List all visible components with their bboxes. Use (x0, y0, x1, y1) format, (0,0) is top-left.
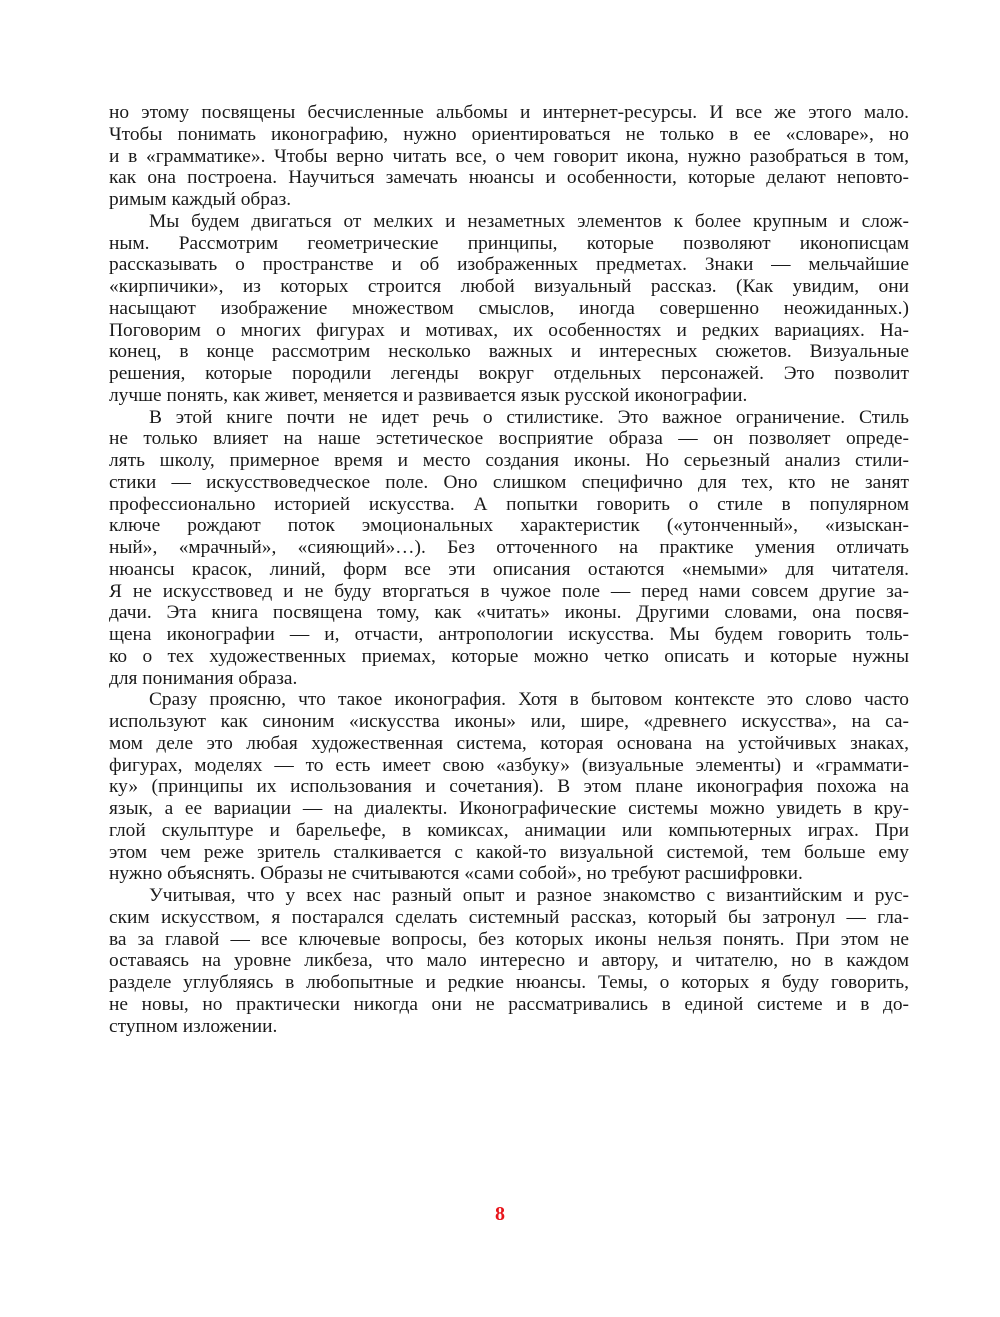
text-line: конец, в конце рассмотрим несколько важных и интересных сюжетов. Визуальные (109, 341, 909, 363)
text-line: Чтобы понимать иконографию, нужно ориентироваться не только в ее «словаре», но (109, 123, 909, 145)
text-line: ку» (принципы их использования и сочетания). В этом плане иконография похожа на (109, 776, 909, 798)
text-line: не только влияет на наше эстетическое восприятие образа — он позволяет опреде- (109, 428, 909, 450)
text-line: но этому посвящены бесчисленные альбомы и интернет-ресурсы. И все же этого мало. (109, 102, 909, 123)
text-line: ный», «мрачный», «сияющий»…). Без отточенного на практике умения отличать (109, 537, 909, 558)
text-line: для понимания образа. (109, 667, 298, 689)
text-line: насыщают изображение множеством смыслов, иногда совершенно неожиданных.) (109, 297, 909, 319)
text-line: Сразу проясню, что такое иконография. Хотя в бытовом контексте это слово часто (149, 689, 909, 711)
text-line: «кирпичики», из которых строится любой визуальный рассказ. (Как увидим, они (109, 276, 909, 297)
text-line: и в «грамматике». Чтобы верно читать все, о чем говорит икона, нужно разобраться в том, (109, 145, 909, 167)
paragraph-3 (109, 407, 909, 690)
text-line: лучше понять, как живет, меняется и развивается язык русской иконографии. (109, 384, 748, 406)
page-number: 8 (495, 1203, 505, 1225)
text-line: ва за главой — все ключевые вопросы, без которых иконы нельзя понять. При этом не (109, 928, 909, 950)
paragraph-5 (109, 885, 909, 1037)
paragraph-2 (109, 211, 909, 407)
text-line: профессионально историей искусства. А попытки говорить о стиле в популярном (109, 493, 909, 515)
text-line: не новы, но практически никогда они не рассматривались в единой системе и в до- (109, 993, 909, 1015)
text-line: Учитывая, что у всех нас разный опыт и разное знакомство с византийским и рус- (149, 885, 909, 906)
text-line: Я не искусствовед и не буду вторгаться в чужое поле — перед нами совсем другие за- (109, 580, 909, 602)
text-line: этом чем реже зритель сталкивается с какой-то визуальной системой, тем больше ему (109, 841, 909, 863)
text-line: В этой книге почти не идет речь о стилистике. Это важное ограничение. Стиль (149, 406, 909, 428)
paragraph-4 (109, 689, 909, 885)
text-line: используют как синоним «искусства иконы» или, шире, «древнего искусства», на са- (109, 711, 909, 732)
text-line: глой скульптуре и барельефе, в комиксах, анимации или компьютерных играх. При (109, 819, 909, 841)
text-line: стики — искусствоведческое поле. Оно слишком специфично для тех, кто не занят (109, 471, 909, 493)
text-line: фигурах, моделях — то есть имеет свою «азбуку» (визуальные элементы) и «граммати- (109, 754, 909, 776)
text-line: ступном изложении. (109, 1015, 278, 1037)
text-line: ским искусством, я постарался сделать системный рассказ, который бы затронул — гла- (109, 906, 909, 928)
text-line: нужно объяснять. Образы не считываются «сами собой», но требуют расшифровки. (109, 863, 803, 885)
text-line: ко о тех художественных приемах, которые можно четко описать и которые нужны (109, 645, 909, 667)
text-line: ключе рождают поток эмоциональных характеристик («утонченный», «изыскан- (109, 515, 909, 537)
text-line: оставаясь на уровне ликбеза, что мало интересно и автору, и читателю, но в каждом (109, 950, 909, 972)
text-line: римым каждый образ. (109, 189, 292, 210)
text-line: мом деле это любая художественная система, которая основана на устойчивых знаках, (109, 732, 909, 754)
text-line: Поговорим о многих фигурах и мотивах, их особенностях и редких вариациях. На- (109, 319, 909, 341)
text-line: решения, которые породили легенды вокруг отдельных персонажей. Это позволит (109, 363, 909, 384)
text-line: дачи. Эта книга посвящена тому, как «читать» иконы. Другими словами, она посвя- (109, 602, 909, 624)
text-line: ным. Рассмотрим геометрические принципы, которые позволяют иконописцам (109, 232, 909, 254)
text-line: язык, а ее вариации — на диалекты. Иконографические системы можно увидеть в кру- (109, 798, 909, 819)
text-line: рассказывать о пространстве и об изображенных предметах. Знаки — мельчайшие (109, 254, 909, 276)
paragraph-1 (109, 102, 909, 211)
text-line: лять школу, примерное время и место создания иконы. Но серьезный анализ стили- (109, 450, 909, 471)
text-line: щена иконографии — и, отчасти, антропологии искусства. Мы будем говорить толь- (109, 624, 909, 645)
text-line: нюансы красок, линий, форм все эти описания остаются «немыми» для читателя. (109, 558, 909, 580)
text-line: как она построена. Научиться замечать нюансы и особенности, которые делают неповто- (109, 167, 909, 189)
body-text (109, 102, 909, 1037)
text-line: разделе углубляясь в любопытные и редкие нюансы. Темы, о которых я буду говорить, (109, 972, 909, 993)
text-line: Мы будем двигаться от мелких и незаметных элементов к более крупным и слож- (149, 210, 909, 232)
